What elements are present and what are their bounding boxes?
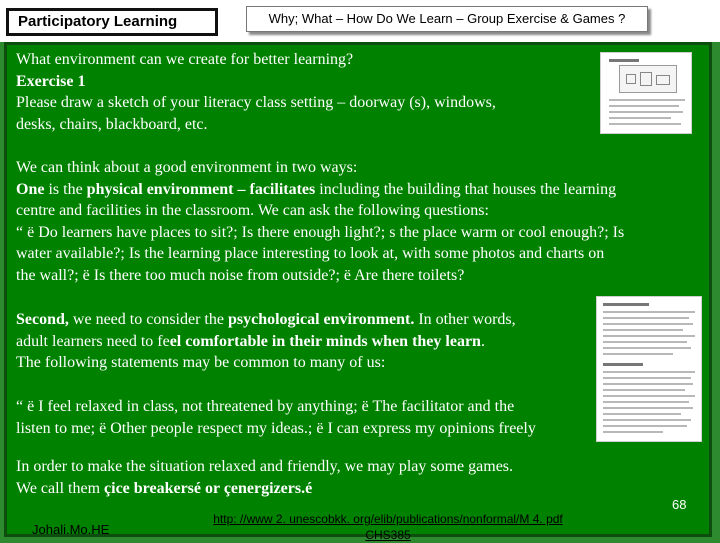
statements-intro: The following statements may be common to many of us: — [16, 354, 386, 372]
worksheet-thumbnail — [600, 52, 692, 134]
games-paragraph — [16, 456, 513, 499]
physical-description-cont: centre and facilities in the classroom. We can ask the following questions: — [16, 202, 489, 220]
comfort-post: . — [480, 332, 485, 350]
questions-line-2: water available?; Is the learning place interesting to look at, with some photos and charts on — [16, 245, 605, 263]
classroom-sketch — [619, 65, 677, 93]
questions-line-1: “ ë Do learners have places to sit?; Is there enough light?; s the place warm or cool enough?; Is — [16, 223, 625, 241]
source-link[interactable] — [188, 511, 588, 543]
source-code: CHS385 — [365, 528, 411, 542]
physical-description: including the building that houses the learning — [315, 180, 617, 198]
comfort-pre: adult learners need to fe — [16, 332, 170, 350]
second-text: we need to consider the — [68, 311, 228, 328]
games-line-2-pre: We call them — [16, 479, 105, 497]
intro-paragraph — [16, 49, 496, 135]
exercise-instruction: Please draw a sketch of your literacy class setting – doorway (s), windows, — [16, 94, 496, 112]
source-url[interactable]: http: //www 2. unescobkk. org/elib/publications/nonformal/M 4. pdf — [213, 512, 563, 526]
author-name: Johali.Mo.HE — [32, 522, 110, 537]
environment-intro: We can think about a good environment in two ways: — [16, 159, 358, 176]
environment-paragraph — [16, 157, 624, 287]
questions-line-3: the wall?; ë Is there too much noise from outside?; ë Are there toilets? — [16, 266, 465, 284]
comfort-emphasis: el comfortable in their minds when they learn — [169, 332, 481, 350]
section-badge: Participatory Learning — [6, 8, 218, 36]
exercise-heading: Exercise 1 — [16, 72, 86, 90]
second-label: Second, — [16, 311, 69, 328]
exercise-instruction-cont: desks, chairs, blackboard, etc. — [16, 115, 208, 133]
page-number: 68 — [672, 497, 687, 512]
physical-environment-term: physical environment – facilitates — [86, 180, 316, 198]
slide-title: Why; What – How Do We Learn – Group Exercise & Games ? — [246, 6, 648, 32]
connector-text: is the — [44, 180, 87, 198]
psychological-environment-term: psychological environment. — [227, 311, 415, 328]
intro-question: What environment can we create for better learning? — [16, 51, 354, 68]
games-line-1: In order to make the situation relaxed and friendly, we may play some games. — [16, 458, 514, 475]
one-label: One — [16, 180, 45, 198]
icebreakers-term: çice breakersé or çenergizers.é — [104, 479, 313, 497]
psychological-paragraph — [16, 309, 516, 374]
statements-line-2: listen to me; ë Other people respect my ideas.; ë I can express my opinions freely — [16, 419, 536, 437]
statements-line-1: “ ë I feel relaxed in class, not threatened by anything; ë The facilitator and the — [16, 398, 515, 415]
document-thumbnail — [596, 296, 702, 442]
second-rest: In other words, — [414, 311, 516, 328]
statements-paragraph — [16, 396, 536, 439]
